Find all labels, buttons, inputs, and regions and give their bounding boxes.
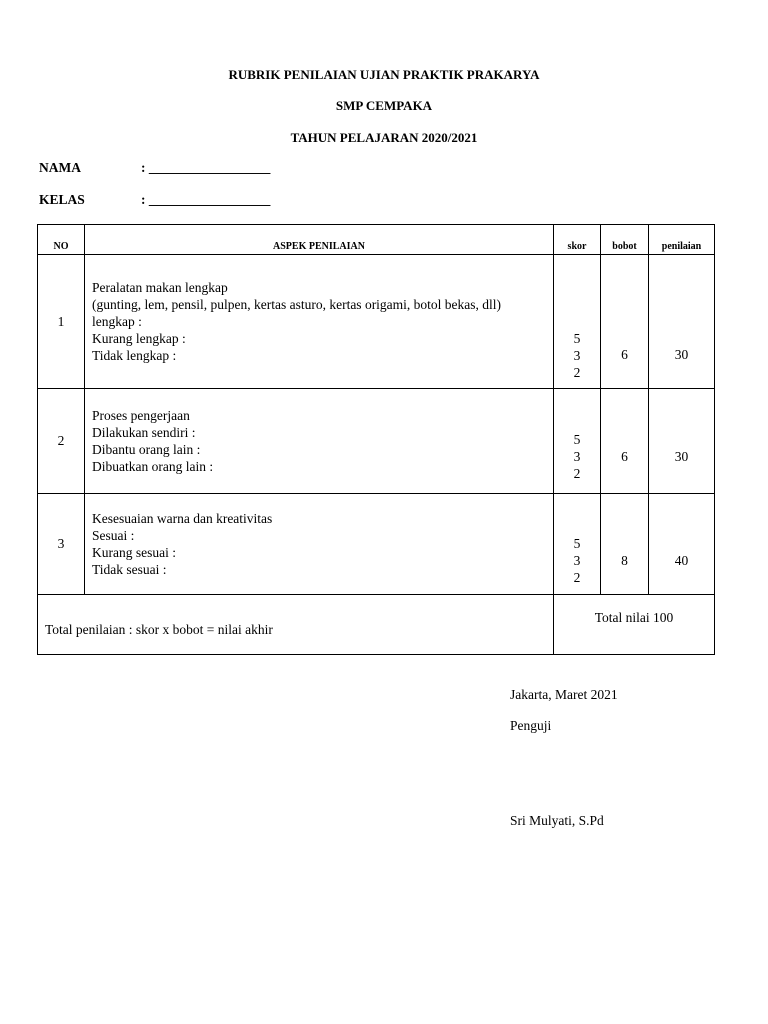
header-bobot: bobot: [601, 225, 649, 255]
examiner-name: Sri Mulyati, S.Pd: [510, 813, 604, 828]
skor-value: 3: [573, 448, 581, 464]
header-aspek: ASPEK PENILAIAN: [85, 225, 554, 255]
skor-value: 5: [573, 330, 581, 346]
rubric-table: [37, 224, 715, 655]
skor-value: 5: [573, 431, 581, 447]
penilaian-cell: 40: [649, 494, 715, 595]
header-no: NO: [38, 225, 85, 255]
table-row: [38, 494, 715, 595]
bobot-cell: 6: [601, 255, 649, 389]
criteria-item: Kurang sesuai :: [92, 545, 176, 560]
aspect-cell: [85, 389, 554, 494]
table-row: [38, 255, 715, 389]
criteria-item: Sesuai :: [92, 528, 135, 543]
kelas-label: KELAS: [39, 192, 85, 207]
nama-label: NAMA: [39, 160, 81, 175]
aspect-cell: [85, 255, 554, 389]
document-title: RUBRIK PENILAIAN UJIAN PRAKTIK PRAKARYA: [228, 67, 540, 82]
table-row: [38, 389, 715, 494]
criteria-item: Kurang lengkap :: [92, 331, 186, 346]
skor-value: 2: [573, 570, 581, 585]
criteria-item: Dilakukan sendiri :: [92, 425, 196, 440]
total-row: [38, 595, 715, 655]
row-number: 3: [38, 494, 85, 595]
aspect-description: (gunting, lem, pensil, pulpen, kertas asturo, kertas origami, botol bekas, dll): [92, 297, 502, 312]
penilaian-cell: 30: [649, 255, 715, 389]
skor-cell: [554, 255, 601, 389]
criteria-item: lengkap :: [92, 314, 142, 329]
place-date: Jakarta, Maret 2021: [510, 687, 618, 702]
row-number: 2: [38, 389, 85, 494]
aspect-title: Proses pengerjaan: [92, 408, 190, 423]
aspect-title: Kesesuaian warna dan kreativitas: [92, 511, 273, 526]
criteria-item: Tidak sesuai :: [92, 562, 167, 577]
total-formula: Total penilaian : skor x bobot = nilai akhir: [38, 595, 554, 655]
criteria-item: Dibuatkan orang lain :: [92, 459, 214, 474]
kelas-field: : __________________: [141, 192, 271, 207]
school-name: SMP CEMPAKA: [335, 98, 433, 113]
academic-year: TAHUN PELAJARAN 2020/2021: [290, 130, 478, 145]
skor-value: 5: [573, 536, 581, 551]
header-skor: skor: [554, 225, 601, 255]
criteria-item: Tidak lengkap :: [92, 348, 177, 363]
skor-cell: [554, 389, 601, 494]
bobot-cell: 6: [601, 389, 649, 494]
penilaian-cell: 30: [649, 389, 715, 494]
bobot-cell: 8: [601, 494, 649, 595]
header-penilaian: penilaian: [649, 225, 715, 255]
aspect-title: Peralatan makan lengkap: [92, 280, 228, 295]
row-number: 1: [38, 255, 85, 389]
skor-value: 2: [573, 465, 581, 481]
total-value: Total nilai 100: [554, 595, 715, 655]
skor-value: 3: [573, 553, 581, 568]
examiner-role: Penguji: [510, 718, 552, 733]
nama-field: : __________________: [141, 160, 271, 175]
skor-value: 2: [573, 364, 581, 380]
skor-cell: [554, 494, 601, 595]
table-header-row: [38, 225, 715, 255]
aspect-cell: [85, 494, 554, 595]
skor-value: 3: [573, 347, 581, 363]
criteria-item: Dibantu orang lain :: [92, 442, 201, 457]
